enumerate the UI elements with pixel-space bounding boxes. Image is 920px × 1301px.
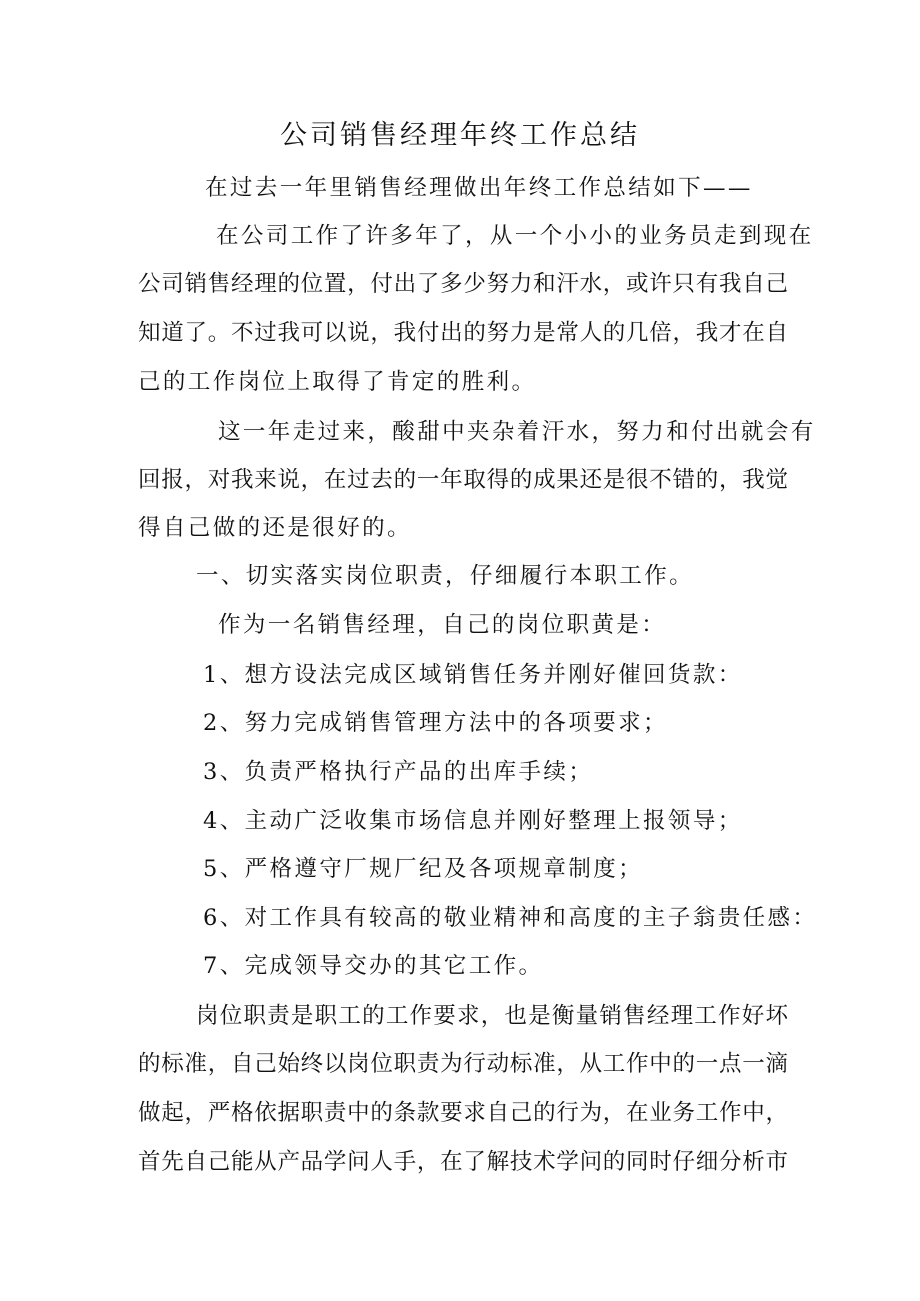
paragraph1-line-3: 知道了。不过我可以说，我付出的努力是常人的几倍，我才在自 <box>138 320 788 346</box>
section1-heading: 一、切实落实岗位职责，仔细履行本职工作。 <box>196 563 695 589</box>
duty-item-7: 7、完成领导交办的其它工作。 <box>203 953 544 979</box>
duties-intro: 作为一名销售经理，自己的岗位职黄是： <box>218 612 667 638</box>
paragraph3-line-2: 的标准，自己始终以岗位职责为行动标准，从工作中的一点一滴 <box>138 1051 788 1077</box>
duty-item-6: 6、对工作具有较高的敬业精神和高度的主子翁贵任感： <box>203 905 818 931</box>
paragraph1-line-2: 公司销售经理的位置，付出了多少努力和汗水，或许只有我自己 <box>138 271 788 297</box>
paragraph1-line-1: 在公司工作了许多年了，从一个小小的业务员走到现在 <box>216 223 814 249</box>
document-title: 公司销售经理年终工作总结 <box>280 120 640 151</box>
paragraph3-line-4: 首先自己能从产品学问人手，在了解技术学问的同时仔细分析市 <box>138 1149 788 1175</box>
paragraph1-line-4: 己的工作岗位上取得了肯定的胜利。 <box>138 369 537 395</box>
paragraph2-line-2: 回报，对我来说，在过去的一年取得的成果还是很不错的，我觉 <box>138 467 788 493</box>
intro-line: 在过去一年里销售经理做出年终工作总结如下—— <box>205 175 753 201</box>
duty-item-2: 2、努力完成销售管理方法中的各项要求； <box>203 710 668 736</box>
duty-item-4: 4、主动广泛收集市场信息并刚好整理上报领导； <box>203 808 743 834</box>
duty-item-1: 1、想方设法完成区域销售任务并刚好催回货款： <box>203 662 743 688</box>
paragraph2-line-1: 这一年走过来，酸甜中夹杂着汗水，努力和付出就会有 <box>218 419 816 445</box>
paragraph3-line-3: 做起，严格依据职责中的条款要求自己的行为，在业务工作中， <box>138 1100 788 1126</box>
paragraph3-line-1: 岗位职责是职工的工作要求，也是衡量销售经理工作好坏 <box>196 1003 788 1029</box>
duty-item-5: 5、严格遵守厂规厂纪及各项规章制度； <box>203 856 644 882</box>
duty-item-3: 3、负责严格执行产品的出库手续； <box>203 759 594 785</box>
paragraph2-line-3: 得自己做的还是很好的。 <box>138 515 412 541</box>
